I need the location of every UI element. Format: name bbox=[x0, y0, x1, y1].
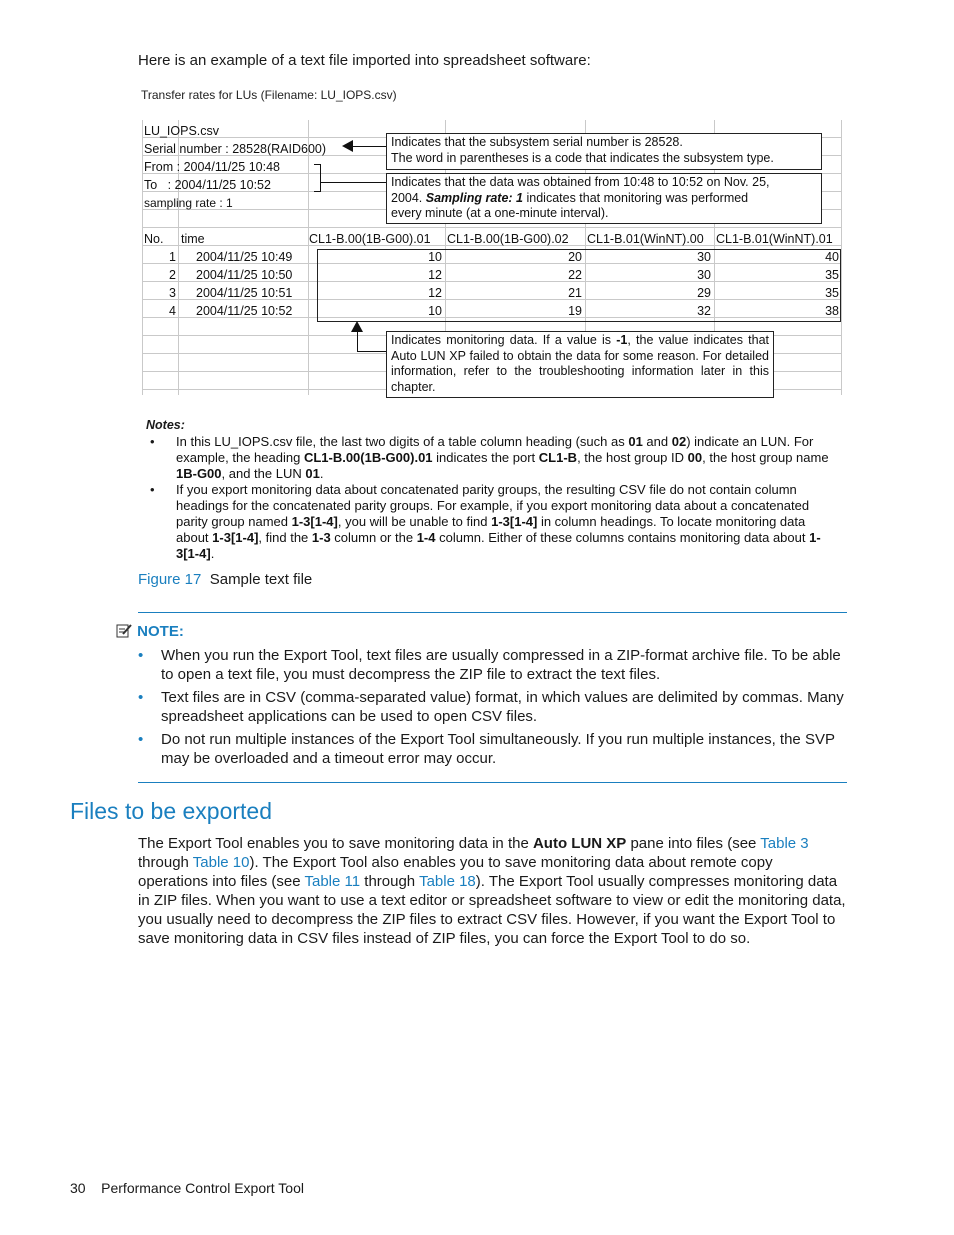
para-bold: Auto LUN XP bbox=[532, 835, 627, 852]
note-text: and bbox=[642, 434, 672, 449]
note-text: , the host group ID bbox=[577, 450, 688, 465]
note-bottom-rule bbox=[138, 782, 847, 783]
section-heading: Files to be exported bbox=[70, 798, 273, 824]
note-text: . bbox=[210, 546, 215, 561]
arrow-head-icon bbox=[351, 321, 363, 332]
row-value: 38 bbox=[825, 304, 839, 318]
bullet-icon: • bbox=[150, 482, 155, 497]
row-time: 2004/11/25 10:51 bbox=[196, 286, 293, 300]
para-text: The Export Tool enables you to save monitoring data in the bbox=[138, 835, 533, 852]
note-text: column. Either of these columns contains monitoring data about bbox=[435, 530, 810, 545]
figure-caption bbox=[138, 571, 312, 588]
callout-time bbox=[386, 173, 822, 224]
row-value: 21 bbox=[568, 286, 582, 300]
note-top-rule bbox=[138, 612, 847, 613]
note-pencil-icon bbox=[116, 623, 133, 638]
spreadsheet-figure bbox=[142, 120, 842, 395]
col-header: CL1-B.01(WinNT).00 bbox=[587, 232, 704, 246]
col-header: CL1-B.00(1B-G00).02 bbox=[447, 232, 569, 246]
row-value: 29 bbox=[697, 286, 711, 300]
sheet-to: To : 2004/11/25 10:52 bbox=[144, 178, 271, 192]
col-time: time bbox=[181, 232, 205, 246]
bullet-icon: • bbox=[138, 731, 144, 748]
callout-serial-line2: The word in parentheses is a code that indicates the subsystem type. bbox=[391, 150, 774, 165]
data-highlight-box bbox=[317, 249, 841, 322]
row-no: 1 bbox=[169, 250, 176, 264]
note-item bbox=[138, 730, 846, 770]
note-bold: 02 bbox=[671, 434, 687, 449]
col-header: CL1-B.01(WinNT).01 bbox=[716, 232, 833, 246]
note-bold: 00 bbox=[687, 450, 703, 465]
row-no: 4 bbox=[169, 304, 176, 318]
figure-label: Figure 17 bbox=[138, 571, 202, 588]
note-text: In this LU_IOPS.csv file, the last two digits of a table column heading (such as bbox=[176, 434, 629, 449]
callout-serial-line1: Indicates that the subsystem serial number is 28528. bbox=[391, 135, 683, 149]
row-value: 19 bbox=[568, 304, 582, 318]
note-text: , the host group name bbox=[702, 450, 829, 465]
section-paragraph bbox=[138, 834, 846, 948]
row-value: 35 bbox=[825, 268, 839, 282]
note-bold: 01 bbox=[305, 466, 320, 481]
note-text: ) indicate an LUN. For example, the heading bbox=[176, 434, 814, 465]
note-1 bbox=[176, 434, 838, 482]
row-no: 2 bbox=[169, 268, 176, 282]
note-text: column or the bbox=[330, 530, 417, 545]
callout-monitoring-c: , the value indicates that Auto LUN XP failed to obtain the data for some reason. For detailed information, refer to the troubleshooting information later in this chapter. bbox=[391, 333, 769, 394]
callout-time-rate: Sampling rate: 1 bbox=[425, 190, 524, 205]
intro-text: Here is an example of a text file imported into spreadsheet software: bbox=[138, 52, 591, 69]
callout-time-line1: Indicates that the data was obtained from 10:48 to 10:52 on Nov. 25, bbox=[391, 175, 770, 189]
row-time: 2004/11/25 10:52 bbox=[196, 304, 293, 318]
notes-title: Notes: bbox=[146, 418, 185, 432]
table-3-link[interactable]: Table 3 bbox=[760, 835, 809, 852]
callout-monitoring-b: -1 bbox=[616, 333, 628, 347]
page-footer bbox=[70, 1180, 304, 1196]
arrow-head-icon bbox=[342, 140, 353, 152]
arrow-line bbox=[357, 351, 386, 352]
col-no: No. bbox=[144, 232, 164, 246]
callout-time-rest: indicates that monitoring was performed bbox=[526, 190, 749, 205]
footer-title: Performance Control Export Tool bbox=[101, 1180, 304, 1196]
note-heading-text: NOTE: bbox=[137, 623, 184, 640]
row-time: 2004/11/25 10:49 bbox=[196, 250, 293, 264]
note-heading bbox=[116, 623, 184, 640]
note-text: , find the bbox=[258, 530, 312, 545]
note-text: If you export monitoring data about concatenated parity groups, the resulting CSV file do not contain column headings for the concatenated parity groups. For example, if you export monitoring data about a concatenated parity group named bbox=[176, 482, 810, 529]
note-bold: 01 bbox=[628, 434, 643, 449]
row-value: 35 bbox=[825, 286, 839, 300]
sheet-filename: LU_IOPS.csv bbox=[144, 124, 220, 138]
sheet-from: From : 2004/11/25 10:48 bbox=[144, 160, 280, 174]
note-2 bbox=[176, 482, 838, 562]
note-text: , you will be unable to find bbox=[337, 514, 492, 529]
note-bold: 1-3[1-4] bbox=[176, 530, 821, 561]
row-value: 12 bbox=[428, 268, 442, 282]
note-text: , and the LUN bbox=[221, 466, 306, 481]
note-bold: CL1-B bbox=[538, 450, 578, 465]
bullet-icon: • bbox=[150, 434, 155, 449]
note-item-text: Do not run multiple instances of the Export Tool simultaneously. If you run multiple instances, the SVP may be overloaded and a timeout error may occur. bbox=[161, 731, 835, 767]
arrow-line bbox=[357, 332, 358, 352]
row-value: 22 bbox=[568, 268, 582, 282]
col-header: CL1-B.00(1B-G00).01 bbox=[309, 232, 431, 246]
row-value: 30 bbox=[697, 268, 711, 282]
row-no: 3 bbox=[169, 286, 176, 300]
note-item bbox=[138, 688, 846, 728]
row-value: 10 bbox=[428, 304, 442, 318]
page-number: 30 bbox=[70, 1180, 86, 1196]
para-text: through bbox=[138, 854, 193, 871]
row-value: 12 bbox=[428, 286, 442, 300]
para-text: ). The Export Tool also enables you to save monitoring data about remote copy operations into files (see bbox=[138, 854, 773, 890]
figure-title: Transfer rates for LUs (Filename: LU_IOPS.csv) bbox=[141, 88, 397, 102]
para-text: ). The Export Tool usually compresses monitoring data in ZIP files. When you want to use a text editor or spreadsheet software to view or edit the monitoring data, you usually need to decompress the ZIP files to extract CSV files. However, if you want the Export Tool to save monitoring data in CSV files instead of ZIP files, you can force the Export Tool to do so. bbox=[138, 873, 846, 947]
callout-monitoring-a: Indicates monitoring data. If a value is bbox=[391, 333, 612, 347]
bracket-line bbox=[314, 164, 321, 192]
arrow-line bbox=[320, 182, 386, 183]
note-text: in column headings. To locate monitoring data about bbox=[176, 514, 806, 545]
note-bold: 1-3[1-4] bbox=[291, 514, 338, 529]
note-item-text: When you run the Export Tool, text files are usually compressed in a ZIP-format archive file. To be able to open a text file, you must decompress the ZIP file to extract the text files. bbox=[161, 647, 841, 683]
callout-monitoring bbox=[386, 331, 774, 398]
note-item bbox=[138, 646, 846, 686]
note-bold: CL1-B.00(1B-G00).01 bbox=[303, 450, 433, 465]
note-item-text: Text files are in CSV (comma-separated value) format, in which values are delimited by commas. Many spreadsheet applications can be used to open CSV files. bbox=[161, 689, 844, 725]
row-time: 2004/11/25 10:50 bbox=[196, 268, 293, 282]
note-bold: 1-3[1-4] bbox=[212, 530, 259, 545]
row-value: 20 bbox=[568, 250, 582, 264]
sheet-serial: Serial number : 28528(RAID600) bbox=[144, 142, 327, 156]
note-bold: 1-3 bbox=[311, 530, 331, 545]
row-value: 32 bbox=[697, 304, 711, 318]
callout-serial bbox=[386, 133, 822, 170]
note-text: . bbox=[319, 466, 324, 481]
arrow-line bbox=[352, 146, 386, 147]
callout-time-year: 2004. bbox=[391, 190, 423, 205]
row-value: 40 bbox=[825, 250, 839, 264]
table-10-link[interactable]: Table 10 bbox=[192, 854, 250, 871]
callout-time-line3: every minute (at a one-minute interval). bbox=[391, 206, 609, 220]
para-text: through bbox=[360, 873, 420, 890]
para-text: pane into files (see bbox=[626, 835, 761, 852]
row-value: 10 bbox=[428, 250, 442, 264]
note-text: indicates the port bbox=[432, 450, 539, 465]
table-11-link[interactable]: Table 11 bbox=[304, 873, 361, 890]
figure-caption-text: Sample text file bbox=[209, 571, 313, 588]
bullet-icon: • bbox=[138, 689, 144, 706]
note-bold: 1-3[1-4] bbox=[491, 514, 538, 529]
bullet-icon: • bbox=[138, 647, 144, 664]
sheet-sampling: sampling rate : 1 bbox=[144, 196, 233, 210]
note-bold: 1-4 bbox=[416, 530, 436, 545]
note-bold: 1B-G00 bbox=[176, 466, 222, 481]
row-value: 30 bbox=[697, 250, 711, 264]
table-18-link[interactable]: Table 18 bbox=[419, 873, 476, 890]
